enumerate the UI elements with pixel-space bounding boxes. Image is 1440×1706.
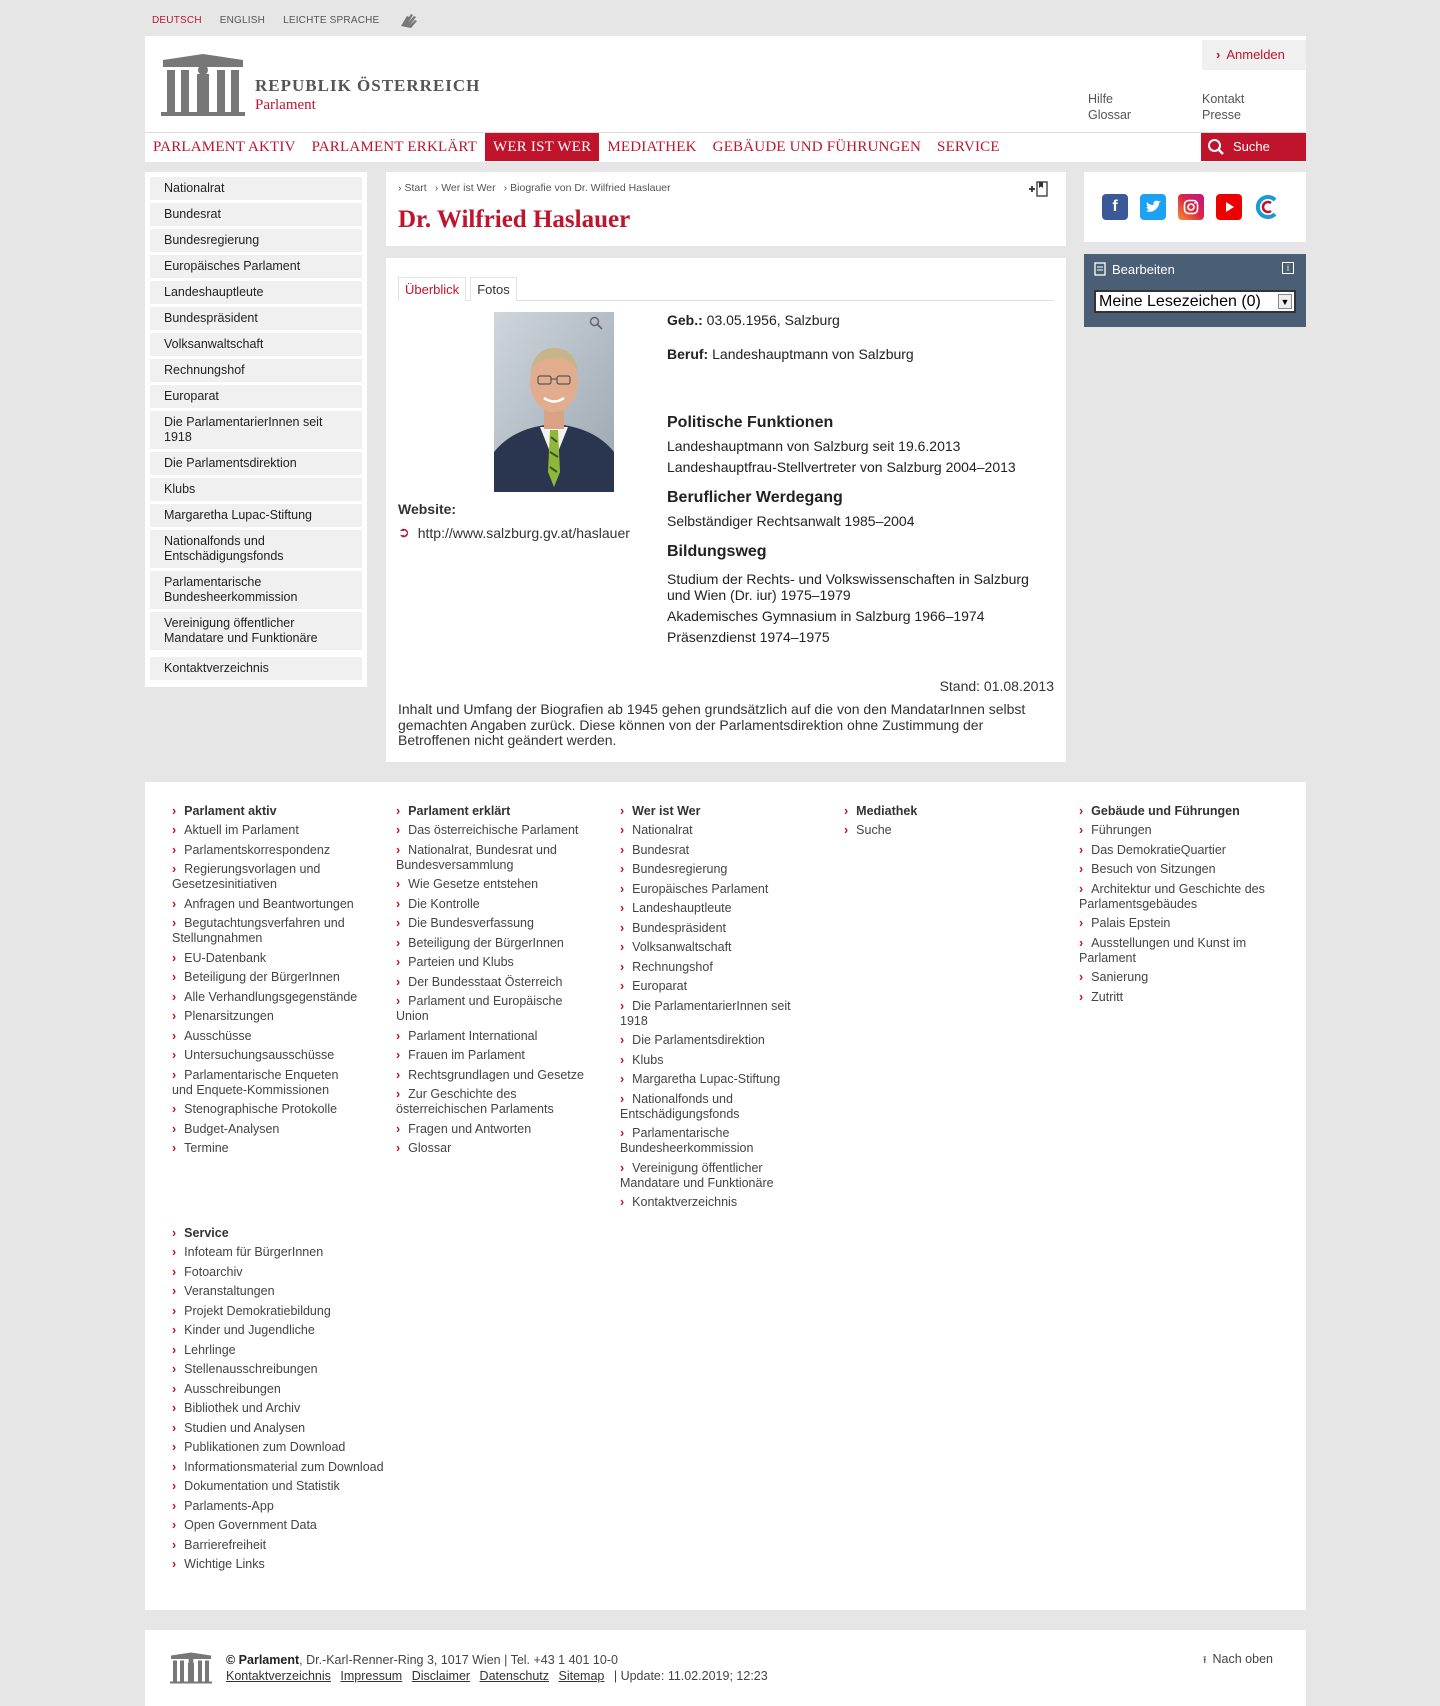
chevron-down-icon: ▼: [1278, 294, 1292, 309]
footer-column-heading[interactable]: › Parlament erklärt: [396, 804, 586, 818]
footer-column-mediathek: [844, 804, 1034, 843]
footer-link-kontaktverzeichnis[interactable]: Kontaktverzeichnis: [226, 1669, 331, 1683]
footer-link[interactable]: › Fragen und Antworten: [396, 1122, 586, 1137]
footer-link-datenschutz[interactable]: Datenschutz: [479, 1669, 550, 1683]
logo[interactable]: [159, 54, 480, 116]
footer-link[interactable]: › Parlaments-App: [172, 1499, 412, 1514]
lang-deutsch[interactable]: DEUTSCH: [152, 14, 202, 26]
list-item: Selbständiger Rechtsanwalt 1985–2004: [667, 513, 915, 529]
parliament-logo-icon: [159, 54, 247, 116]
breadcrumb-start[interactable]: › Start: [398, 182, 427, 194]
search-icon: [1207, 138, 1225, 156]
page-title: Dr. Wilfried Haslauer: [398, 206, 631, 233]
footer-link[interactable]: › Landeshauptleute: [620, 901, 810, 916]
breadcrumb-current: › Biografie von Dr. Wilfried Haslauer: [504, 182, 671, 194]
footer-column-heading[interactable]: › Mediathek: [844, 804, 1034, 818]
footer-link[interactable]: › Die Bundesverfassung: [396, 916, 586, 931]
footer-link[interactable]: › Das DemokratieQuartier: [1079, 843, 1269, 858]
footer-link[interactable]: › Fotoarchiv: [172, 1265, 412, 1280]
footer-link[interactable]: › Europarat: [620, 979, 810, 994]
nav-gebaeude[interactable]: GEBÄUDE UND FÜHRUNGEN: [712, 139, 922, 155]
sidebar-item-klubs[interactable]: Klubs: [150, 478, 362, 501]
document-icon: [1094, 262, 1106, 276]
footer-column-heading[interactable]: › Parlament aktiv: [172, 804, 362, 818]
search-button[interactable]: [1201, 133, 1306, 161]
footer-link[interactable]: › Alle Verhandlungsgegenstände: [172, 990, 362, 1005]
section-werdegang: Beruflicher Werdegang: [667, 489, 843, 506]
list-item: Präsenzdienst 1974–1975: [667, 629, 830, 645]
footer-link[interactable]: › Führungen: [1079, 823, 1269, 838]
sidebar-item-vereinigung[interactable]: Vereinigung öffentlicher Mandatare und Funktionäre: [150, 612, 362, 650]
profession-field: Beruf: Landeshauptmann von Salzburg: [667, 346, 914, 362]
footer-link[interactable]: › Parteien und Klubs: [396, 955, 586, 970]
footer-link[interactable]: › Parlament und Europäische Union: [396, 994, 586, 1024]
footer-link[interactable]: › Frauen im Parlament: [396, 1048, 586, 1063]
tab-bar: [398, 268, 1054, 301]
sidebar-item-nationalfonds[interactable]: Nationalfonds und Entschädigungsfonds: [150, 530, 362, 568]
footer-link[interactable]: › Der Bundesstaat Österreich: [396, 975, 586, 990]
biography: [667, 312, 1055, 650]
sidebar-item-bundesregierung[interactable]: Bundesregierung: [150, 229, 362, 252]
footer-link[interactable]: › Open Government Data: [172, 1518, 412, 1533]
footer-link[interactable]: › Architektur und Geschichte des Parlamentsgebäudes: [1079, 882, 1269, 912]
footer-link[interactable]: › Parlament International: [396, 1029, 586, 1044]
footer-link[interactable]: › Die Kontrolle: [396, 897, 586, 912]
footer-link[interactable]: › Projekt Demokratiebildung: [172, 1304, 412, 1319]
footer-link[interactable]: › Beteiligung der BürgerInnen: [172, 970, 362, 985]
tab-fotos[interactable]: Fotos: [470, 277, 517, 301]
bottom-footer: [145, 1630, 1306, 1706]
tab-ueberblick[interactable]: Überblick: [398, 277, 466, 301]
footer-link[interactable]: › Rechnungshof: [620, 960, 810, 975]
footer-link[interactable]: › Termine: [172, 1141, 362, 1156]
footer-link[interactable]: › Studien und Analysen: [172, 1421, 412, 1436]
footer-link[interactable]: › Regierungsvorlagen und Gesetzesinitiativen: [172, 862, 362, 892]
footer-link[interactable]: › Untersuchungsausschüsse: [172, 1048, 362, 1063]
footer-column-heading[interactable]: › Wer ist Wer: [620, 804, 810, 818]
footer-column-parlament-erklaert: [396, 804, 586, 1161]
footer-link-impressum[interactable]: Impressum: [340, 1669, 403, 1683]
language-bar: [152, 12, 423, 28]
footer-link[interactable]: › Barrierefreiheit: [172, 1538, 412, 1553]
footer-link[interactable]: › Bundesrat: [620, 843, 810, 858]
footer-link[interactable]: › EU-Datenbank: [172, 951, 362, 966]
demokratie-web-icon[interactable]: [1254, 194, 1280, 220]
sidebar-item-bundesheerkommission[interactable]: Parlamentarische Bundesheerkommission: [150, 571, 362, 609]
instagram-icon[interactable]: [1178, 194, 1204, 220]
sidebar-item-bundesrat[interactable]: Bundesrat: [150, 203, 362, 226]
footer-link[interactable]: › Nationalrat: [620, 823, 810, 838]
footer-link[interactable]: › Glossar: [396, 1141, 586, 1156]
footer-link[interactable]: › Wie Gesetze entstehen: [396, 877, 586, 892]
contact-link[interactable]: Kontakt: [1202, 92, 1245, 106]
footer-link[interactable]: › Dokumentation und Statistik: [172, 1479, 412, 1494]
sidebar-item-europarat[interactable]: Europarat: [150, 385, 362, 408]
search-label: Suche: [1233, 139, 1270, 154]
footer-column-heading[interactable]: › Service: [172, 1226, 412, 1240]
footer-link[interactable]: › Sanierung: [1079, 970, 1269, 985]
footer-link[interactable]: › Besuch von Sitzungen: [1079, 862, 1269, 877]
sidebar-item-bundespraesident[interactable]: Bundespräsident: [150, 307, 362, 330]
footer-link[interactable]: › Wichtige Links: [172, 1557, 412, 1572]
footer-link[interactable]: › Anfragen und Beantwortungen: [172, 897, 362, 912]
edit-panel-title: Bearbeiten: [1112, 261, 1175, 277]
footer-column-gebaeude: [1079, 804, 1269, 1009]
footer-link[interactable]: › Bibliothek und Archiv: [172, 1401, 412, 1416]
section-bildungsweg: Bildungsweg: [667, 543, 767, 560]
footer-link-disclaimer[interactable]: Disclaimer: [411, 1669, 471, 1683]
sidebar-item-eu-parlament[interactable]: Europäisches Parlament: [150, 255, 362, 278]
footer-column-parlament-aktiv: [172, 804, 362, 1161]
footer-link[interactable]: › Veranstaltungen: [172, 1284, 412, 1299]
breadcrumb-wer-ist-wer[interactable]: › Wer ist Wer: [435, 182, 496, 194]
sidebar-item-parlamentarierinnen[interactable]: Die ParlamentarierInnen seit 1918: [150, 411, 362, 449]
title-box: [386, 172, 1066, 246]
footer-link[interactable]: › Parlamentskorrespondenz: [172, 843, 362, 858]
footer-link[interactable]: › Nationalrat, Bundesrat und Bundesversammlung: [396, 843, 586, 873]
external-link-icon: ➲: [398, 524, 410, 540]
footer-column-heading[interactable]: › Gebäude und Führungen: [1079, 804, 1269, 818]
footer-link[interactable]: › Suche: [844, 823, 1034, 838]
footer-link[interactable]: › Vereinigung öffentlicher Mandatare und Funktionäre: [620, 1161, 810, 1191]
lang-easy[interactable]: LEICHTE SPRACHE: [283, 14, 380, 26]
nav-parlament-aktiv[interactable]: PARLAMENT AKTIV: [153, 139, 296, 155]
press-link[interactable]: Presse: [1202, 108, 1241, 122]
footer-link[interactable]: › Klubs: [620, 1053, 810, 1068]
social-links: [1084, 172, 1306, 242]
footer-link[interactable]: › Europäisches Parlament: [620, 882, 810, 897]
footer-link[interactable]: › Zutritt: [1079, 990, 1269, 1005]
footer-link[interactable]: › Publikationen zum Download: [172, 1440, 412, 1455]
list-item: Landeshauptmann von Salzburg seit 19.6.2013: [667, 438, 961, 454]
youtube-icon[interactable]: [1216, 194, 1242, 220]
footer-link[interactable]: › Informationsmaterial zum Download: [172, 1460, 412, 1475]
footer-info: [226, 1652, 768, 1684]
logo-title: REPUBLIK ÖSTERREICH: [255, 76, 481, 95]
section-politische-funktionen: Politische Funktionen: [667, 414, 834, 431]
footer-link[interactable]: › Beteiligung der BürgerInnen: [396, 936, 586, 951]
lang-english[interactable]: ENGLISH: [219, 14, 266, 26]
footer-link[interactable]: › Ausschreibungen: [172, 1382, 412, 1397]
footer-link[interactable]: › Kontaktverzeichnis: [620, 1195, 810, 1210]
sidebar: [145, 172, 367, 687]
bookmarks-select[interactable]: [1094, 290, 1296, 313]
sidebar-item-lupac-stiftung[interactable]: Margaretha Lupac-Stiftung: [150, 504, 362, 527]
sidebar-item-kontaktverzeichnis[interactable]: Kontaktverzeichnis: [150, 657, 362, 680]
sidebar-item-landeshauptleute[interactable]: Landeshauptleute: [150, 281, 362, 304]
footer-link[interactable]: › Das österreichische Parlament: [396, 823, 586, 838]
footer-link[interactable]: › Palais Epstein: [1079, 916, 1269, 931]
content-box: [386, 258, 1066, 762]
glossary-link[interactable]: Glossar: [1088, 108, 1132, 122]
list-item: Studium der Rechts- und Volkswissenschaften in Salzburg und Wien (Dr. iur) 1975–1979: [667, 571, 1029, 603]
meta-links: [1088, 92, 1282, 122]
back-to-top-label: Nach oben: [1212, 1652, 1273, 1666]
sidebar-item-parlamentsdirektion[interactable]: Die Parlamentsdirektion: [150, 452, 362, 475]
list-item: Landeshauptfrau-Stellvertreter von Salzburg 2004–2013: [667, 459, 1016, 475]
sidebar-item-nationalrat[interactable]: Nationalrat: [150, 177, 362, 200]
bookmarks-select-value: Meine Lesezeichen (0): [1099, 293, 1261, 310]
address: , Dr.-Karl-Renner-Ring 3, 1017 Wien | Tel. +43 1 401 10-0: [299, 1653, 618, 1667]
info-icon[interactable]: i: [1282, 262, 1294, 274]
nav-service[interactable]: SERVICE: [937, 139, 1000, 155]
breadcrumb: [398, 182, 671, 194]
arrow-up-icon: ⭱: [1203, 1655, 1207, 1666]
website-link[interactable]: [398, 524, 630, 541]
footer-link[interactable]: › Volksanwaltschaft: [620, 940, 810, 955]
footer-link[interactable]: › Die ParlamentarierInnen seit 1918: [620, 999, 810, 1029]
footer-link-sitemap[interactable]: Sitemap: [558, 1669, 605, 1683]
footer-link[interactable]: › Infoteam für BürgerInnen: [172, 1245, 412, 1260]
nav-wer-ist-wer[interactable]: WER IST WER: [485, 133, 599, 161]
status-date: Stand: 01.08.2013: [939, 678, 1054, 694]
footer-link[interactable]: › Bundespräsident: [620, 921, 810, 936]
twitter-icon[interactable]: [1140, 194, 1166, 220]
sign-language-icon[interactable]: [397, 10, 423, 30]
sidebar-item-rechnungshof[interactable]: Rechnungshof: [150, 359, 362, 382]
copyright: © Parlament: [226, 1653, 300, 1667]
facebook-icon[interactable]: f: [1102, 194, 1128, 220]
help-link[interactable]: Hilfe: [1088, 92, 1114, 106]
website-label: Website:: [398, 501, 457, 517]
zoom-icon[interactable]: [589, 316, 603, 330]
footer-link[interactable]: › Parlamentarische Bundesheerkommission: [620, 1126, 810, 1156]
birth-field: Geb.: 03.05.1956, Salzburg: [667, 312, 840, 328]
site-header: [145, 36, 1306, 162]
disclaimer-text: Inhalt und Umfang der Biografien ab 1945 gehen grundsätzlich auf die von den MandatarInnen selbst gemachten Angaben zurück. Diese können von der Parlamentsdirektion ohne Zustimmung der Betroffenen nicht geändert werden.: [398, 701, 1026, 748]
update-info: | Update: 11.02.2019; 12:23: [613, 1669, 768, 1683]
footer-column-wer-ist-wer: [620, 804, 810, 1215]
add-bookmark-icon[interactable]: [1028, 180, 1050, 198]
edit-panel: [1084, 254, 1306, 327]
footer-link[interactable]: › Plenarsitzungen: [172, 1009, 362, 1024]
footer-link[interactable]: › Bundesregierung: [620, 862, 810, 877]
footer-link[interactable]: › Lehrlinge: [172, 1343, 412, 1358]
footer-link[interactable]: › Budget-Analysen: [172, 1122, 362, 1137]
website-url[interactable]: http://www.salzburg.gv.at/haslauer: [417, 524, 630, 541]
footer-link[interactable]: › Aktuell im Parlament: [172, 823, 362, 838]
portrait-photo[interactable]: [494, 312, 614, 492]
main-navigation: [145, 132, 1306, 161]
footer-navigation: [145, 782, 1306, 1610]
login-button[interactable]: › Anmelden: [1202, 40, 1306, 70]
nav-mediathek[interactable]: MEDIATHEK: [607, 139, 697, 155]
footer-link[interactable]: › Begutachtungsverfahren und Stellungnahmen: [172, 916, 362, 946]
footer-link[interactable]: › Rechtsgrundlagen und Gesetze: [396, 1068, 586, 1083]
back-to-top-link[interactable]: [1203, 1652, 1273, 1670]
sidebar-item-volksanwaltschaft[interactable]: Volksanwaltschaft: [150, 333, 362, 356]
footer-link[interactable]: › Zur Geschichte des österreichischen Parlaments: [396, 1087, 586, 1117]
footer-link[interactable]: › Die Parlamentsdirektion: [620, 1033, 810, 1048]
footer-link[interactable]: › Margaretha Lupac-Stiftung: [620, 1072, 810, 1087]
footer-link[interactable]: › Ausstellungen und Kunst im Parlament: [1079, 936, 1269, 966]
footer-link[interactable]: › Stellenausschreibungen: [172, 1362, 412, 1377]
edit-panel-header[interactable]: [1094, 260, 1296, 278]
footer-link[interactable]: › Parlamentarische Enqueten und Enquete-Kommissionen: [172, 1068, 362, 1098]
logo-subtitle: Parlament: [255, 97, 316, 113]
nav-parlament-erklaert[interactable]: PARLAMENT ERKLÄRT: [311, 139, 478, 155]
footer-column-service: [172, 1226, 412, 1577]
parliament-logo-small-icon[interactable]: [169, 1652, 213, 1684]
footer-link[interactable]: › Kinder und Jugendliche: [172, 1323, 412, 1338]
footer-link[interactable]: › Nationalfonds und Entschädigungsfonds: [620, 1092, 810, 1122]
footer-link[interactable]: › Ausschüsse: [172, 1029, 362, 1044]
footer-link[interactable]: › Stenographische Protokolle: [172, 1102, 362, 1117]
list-item: Akademisches Gymnasium in Salzburg 1966–1974: [667, 608, 985, 624]
